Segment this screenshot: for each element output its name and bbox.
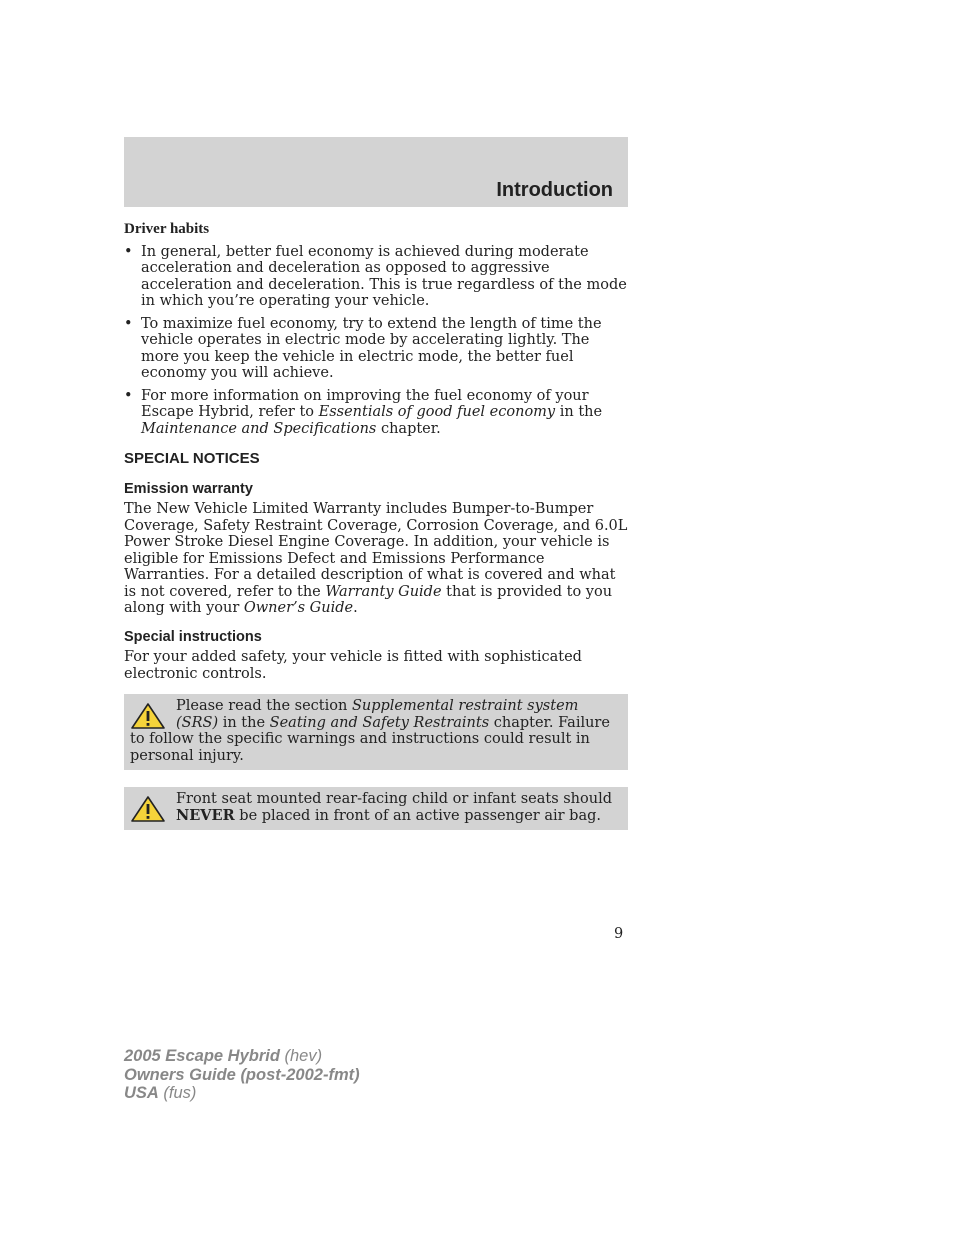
- emission-warranty-paragraph: The New Vehicle Limited Warranty includes Bumper-to-Bumper Coverage, Safety Restraint Coverage, Corrosion Coverage, and 6.0L Power Stroke Diesel Engine Coverage. In addition, your vehicle is eligible for Emissions Defect and Emissions Performance Warranties. For a detailed description of what is covered and what is not covered, refer to the Warranty Guide that is provided to you along with your Owner’s Guide.: [124, 501, 628, 616]
- bullet-icon: •: [124, 387, 133, 404]
- footer-line: 2005 Escape Hybrid (hev): [124, 1047, 323, 1065]
- special-instructions-heading: Special instructions: [124, 628, 262, 645]
- warning-triangle-icon: [130, 795, 166, 823]
- bullet-icon: •: [124, 315, 133, 332]
- section-title: Introduction: [496, 179, 613, 201]
- special-instructions-paragraph: For your added safety, your vehicle is fitted with sophisticated electronic controls.: [124, 649, 582, 682]
- reference-text: Warranty Guide: [325, 583, 442, 600]
- reference-text: Owner’s Guide: [243, 600, 354, 616]
- driver-habits-heading: Driver habits: [124, 221, 210, 237]
- warning-triangle-icon: [130, 702, 166, 730]
- emission-warranty-heading: Emission warranty: [124, 480, 253, 497]
- warning-box: Front seat mounted rear-facing child or infant seats should NEVER be placed in front of an active passenger air bag.: [124, 787, 628, 830]
- emphasis-text: NEVER: [176, 806, 235, 824]
- footer-line: USA (fus): [124, 1084, 197, 1102]
- document-footer: [124, 1047, 360, 1103]
- driver-habits-list: [124, 244, 628, 438]
- page-number: 9: [614, 926, 624, 942]
- page-content: [124, 221, 628, 847]
- list-item: • For more information on improving the fuel economy of your Escape Hybrid, refer to Essentials of good fuel economy in the Maintenance and Specifications chapter.: [124, 387, 603, 437]
- special-notices-heading: SPECIAL NOTICES: [124, 450, 260, 467]
- warning-box: Please read the section Supplemental restraint system (SRS) in the Seating and Safety Restraints chapter. Failure to follow the specific warnings and instructions could result in personal injury.: [124, 694, 628, 770]
- list-item: • To maximize fuel economy, try to extend the length of time the vehicle operates in electric mode by accelerating lightly. The more you keep the vehicle in electric mode, the better fuel economy you will achieve.: [124, 315, 602, 381]
- reference-text: Maintenance and Specifications: [141, 420, 377, 437]
- list-item: • In general, better fuel economy is achieved during moderate acceleration and deceleration as opposed to aggressive acceleration and deceleration. This is true regardless of the mode in which you’re operating your vehicle.: [124, 243, 627, 309]
- footer-line: Owners Guide (post-2002-fmt): [124, 1065, 360, 1084]
- reference-text: Essentials of good fuel economy: [318, 404, 556, 420]
- reference-text: Seating and Safety Restraints: [269, 714, 490, 731]
- reference-text: Supplemental restraint system (SRS): [176, 698, 579, 731]
- bullet-icon: •: [124, 243, 133, 260]
- header-band: [124, 137, 628, 207]
